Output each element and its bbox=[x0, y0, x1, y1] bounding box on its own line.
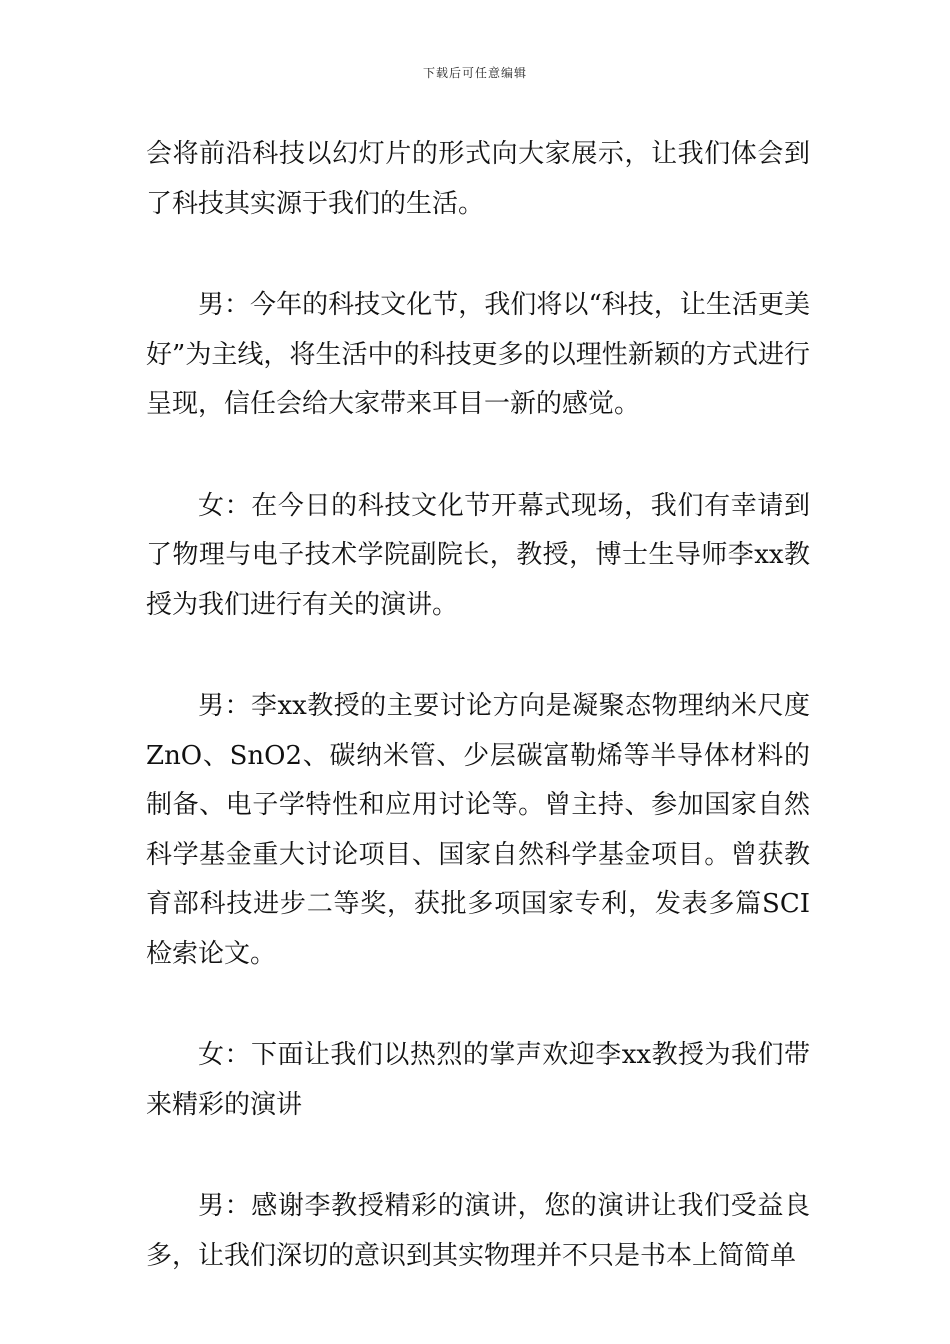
paragraph-5: 女：下面让我们以热烈的掌声欢迎李xx教授为我们带来精彩的演讲 bbox=[146, 1040, 810, 1120]
paragraph-gap bbox=[146, 979, 810, 1031]
document-body bbox=[146, 130, 810, 1281]
paragraph-6: 男：感谢李教授精彩的演讲，您的演讲让我们受益良多，让我们深切的意识到其实物理并不只是书本上简简单 bbox=[146, 1191, 810, 1271]
header-note: 下载后可任意编辑 bbox=[422, 66, 527, 80]
paragraph-3: 女：在今日的科技文化节开幕式现场，我们有幸请到了物理与电子技术学院副院长，教授，博士生导师李xx教授为我们进行有关的演讲。 bbox=[146, 490, 810, 620]
paragraph-4: 男：李xx教授的主要讨论方向是凝聚态物理纳米尺度ZnO、SnO2、碳纳米管、少层碳富勒烯等半导体材料的制备、电子学特性和应用讨论等。曾主持、参加国家自然科学基金重大讨论项目、国家自然科学基金项目。曾获教育部科技进步二等奖，获批多项国家专利，发表多篇SCI检索论文。 bbox=[146, 691, 810, 969]
paragraph-gap bbox=[146, 630, 810, 682]
paragraph-gap bbox=[146, 229, 810, 281]
paragraph-gap bbox=[146, 1130, 810, 1182]
paragraph-gap bbox=[146, 430, 810, 482]
paragraph-2: 男：今年的科技文化节，我们将以“科技，让生活更美好”为主线，将生活中的科技更多的以理性新颖的方式进行呈现，信任会给大家带来耳目一新的感觉。 bbox=[146, 290, 810, 419]
paragraph-1: 会将前沿科技以幻灯片的形式向大家展示，让我们体会到了科技其实源于我们的生活。 bbox=[146, 139, 810, 219]
